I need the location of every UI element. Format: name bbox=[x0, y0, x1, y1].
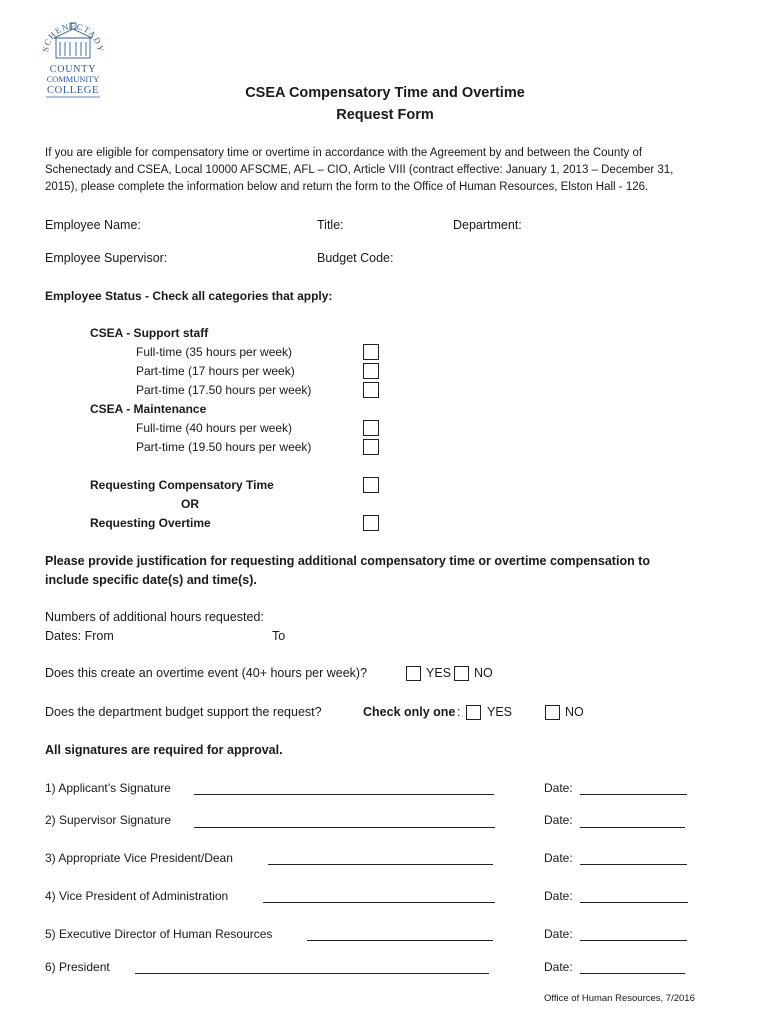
request-comp-label: Requesting Compensatory Time bbox=[90, 478, 274, 492]
request-overtime-checkbox[interactable] bbox=[363, 515, 379, 531]
sig-supervisor-date-label: Date: bbox=[544, 813, 573, 827]
overtime-event-no-checkbox[interactable] bbox=[454, 666, 469, 681]
overtime-event-yes-checkbox[interactable] bbox=[406, 666, 421, 681]
sig-hr-director-date-line[interactable] bbox=[580, 940, 687, 941]
overtime-event-no-label: NO bbox=[474, 666, 493, 680]
maint-parttime-checkbox[interactable] bbox=[363, 439, 379, 455]
maint-fulltime-label: Full-time (40 hours per week) bbox=[136, 421, 293, 435]
support-parttime1750-label: Part-time (17.50 hours per week) bbox=[136, 383, 312, 397]
sig-applicant-label: 1) Applicant’s Signature bbox=[45, 781, 171, 795]
logo-line2: COMMUNITY bbox=[46, 75, 100, 84]
employee-name-label: Employee Name: bbox=[45, 218, 141, 232]
sig-president-date-line[interactable] bbox=[580, 973, 685, 974]
logo-line3: COLLEGE bbox=[46, 85, 100, 96]
justification-line-1: Please provide justification for requesting additional compensatory time or overtime compensation to bbox=[45, 554, 650, 568]
sig-vp-admin-label: 4) Vice President of Administration bbox=[45, 889, 229, 903]
sig-vp-admin-date-line[interactable] bbox=[580, 902, 688, 903]
maintenance-heading: CSEA - Maintenance bbox=[90, 402, 207, 416]
maint-parttime-label: Part-time (19.50 hours per week) bbox=[136, 440, 312, 454]
support-staff-heading: CSEA - Support staff bbox=[90, 326, 209, 340]
sig-applicant-date-label: Date: bbox=[544, 781, 573, 795]
sig-applicant-line[interactable] bbox=[194, 794, 494, 795]
support-parttime17-label: Part-time (17 hours per week) bbox=[136, 364, 295, 378]
logo-arc-text: SCHENECTADY bbox=[40, 20, 106, 54]
budget-support-question: Does the department budget support the request? bbox=[45, 705, 322, 719]
intro-line-3: 2015), please complete the information below and return the form to the Office of Human Resources, Elston Hall - 126. bbox=[45, 181, 649, 193]
logo-line1: COUNTY bbox=[49, 64, 97, 75]
intro-line-1: If you are eligible for compensatory time or overtime in accordance with the Agreement by and between the County of bbox=[45, 147, 643, 159]
sig-vp-dean-line[interactable] bbox=[268, 864, 493, 865]
sig-applicant-date-line[interactable] bbox=[580, 794, 687, 795]
overtime-event-yes-label: YES bbox=[426, 666, 452, 680]
footer-text: Office of Human Resources, 7/2016 bbox=[544, 993, 695, 1004]
sig-supervisor-date-line[interactable] bbox=[580, 827, 685, 828]
check-one-colon: : bbox=[457, 705, 461, 719]
sig-vp-admin-date-label: Date: bbox=[544, 889, 573, 903]
title-label: Title: bbox=[317, 218, 344, 232]
support-fulltime-label: Full-time (35 hours per week) bbox=[136, 345, 293, 359]
support-parttime1750-checkbox[interactable] bbox=[363, 382, 379, 398]
svg-text:SCHENECTADY bbox=[40, 21, 106, 53]
budget-yes-label: YES bbox=[487, 705, 513, 719]
page-subtitle: Request Form bbox=[336, 107, 434, 123]
budget-code-label: Budget Code: bbox=[317, 251, 394, 265]
check-one-label: Check only one bbox=[363, 705, 456, 719]
dates-to-label: To bbox=[272, 629, 286, 643]
sig-president-line[interactable] bbox=[135, 973, 489, 974]
hours-requested-label: Numbers of additional hours requested: bbox=[45, 610, 264, 624]
status-heading: Employee Status - Check all categories that apply: bbox=[45, 289, 333, 303]
support-parttime17-checkbox[interactable] bbox=[363, 363, 379, 379]
budget-no-checkbox[interactable] bbox=[545, 705, 560, 720]
supervisor-label: Employee Supervisor: bbox=[45, 251, 168, 265]
budget-no-label: NO bbox=[565, 705, 584, 719]
sig-hr-director-date-label: Date: bbox=[544, 927, 573, 941]
justification-line-2: include specific date(s) and time(s). bbox=[45, 573, 257, 587]
request-comp-checkbox[interactable] bbox=[363, 477, 379, 493]
sig-hr-director-line[interactable] bbox=[307, 940, 493, 941]
sig-vp-dean-date-line[interactable] bbox=[580, 864, 687, 865]
or-label: OR bbox=[181, 497, 199, 511]
sig-president-label: 6) President bbox=[45, 960, 110, 974]
dates-from-label: Dates: From bbox=[45, 629, 114, 643]
sig-vp-dean-date-label: Date: bbox=[544, 851, 573, 865]
sig-vp-admin-line[interactable] bbox=[263, 902, 495, 903]
sig-hr-director-label: 5) Executive Director of Human Resources bbox=[45, 927, 273, 941]
signatures-heading: All signatures are required for approval. bbox=[45, 743, 283, 757]
support-fulltime-checkbox[interactable] bbox=[363, 344, 379, 360]
sig-vp-dean-label: 3) Appropriate Vice President/Dean bbox=[45, 851, 233, 865]
sig-supervisor-line[interactable] bbox=[194, 827, 495, 828]
sig-supervisor-label: 2) Supervisor Signature bbox=[45, 813, 172, 827]
intro-line-2: Schenectady and CSEA, Local 10000 AFSCME, AFL – CIO, Article VIII (contract effective: January 1, 2013 – December 31, bbox=[45, 164, 674, 176]
overtime-event-question: Does this create an overtime event (40+ hours per week)? bbox=[45, 666, 368, 680]
budget-yes-checkbox[interactable] bbox=[466, 705, 481, 720]
maint-fulltime-checkbox[interactable] bbox=[363, 420, 379, 436]
department-label: Department: bbox=[453, 218, 522, 232]
sig-president-date-label: Date: bbox=[544, 960, 573, 974]
request-overtime-label: Requesting Overtime bbox=[90, 516, 211, 530]
page-title: CSEA Compensatory Time and Overtime bbox=[245, 85, 525, 101]
